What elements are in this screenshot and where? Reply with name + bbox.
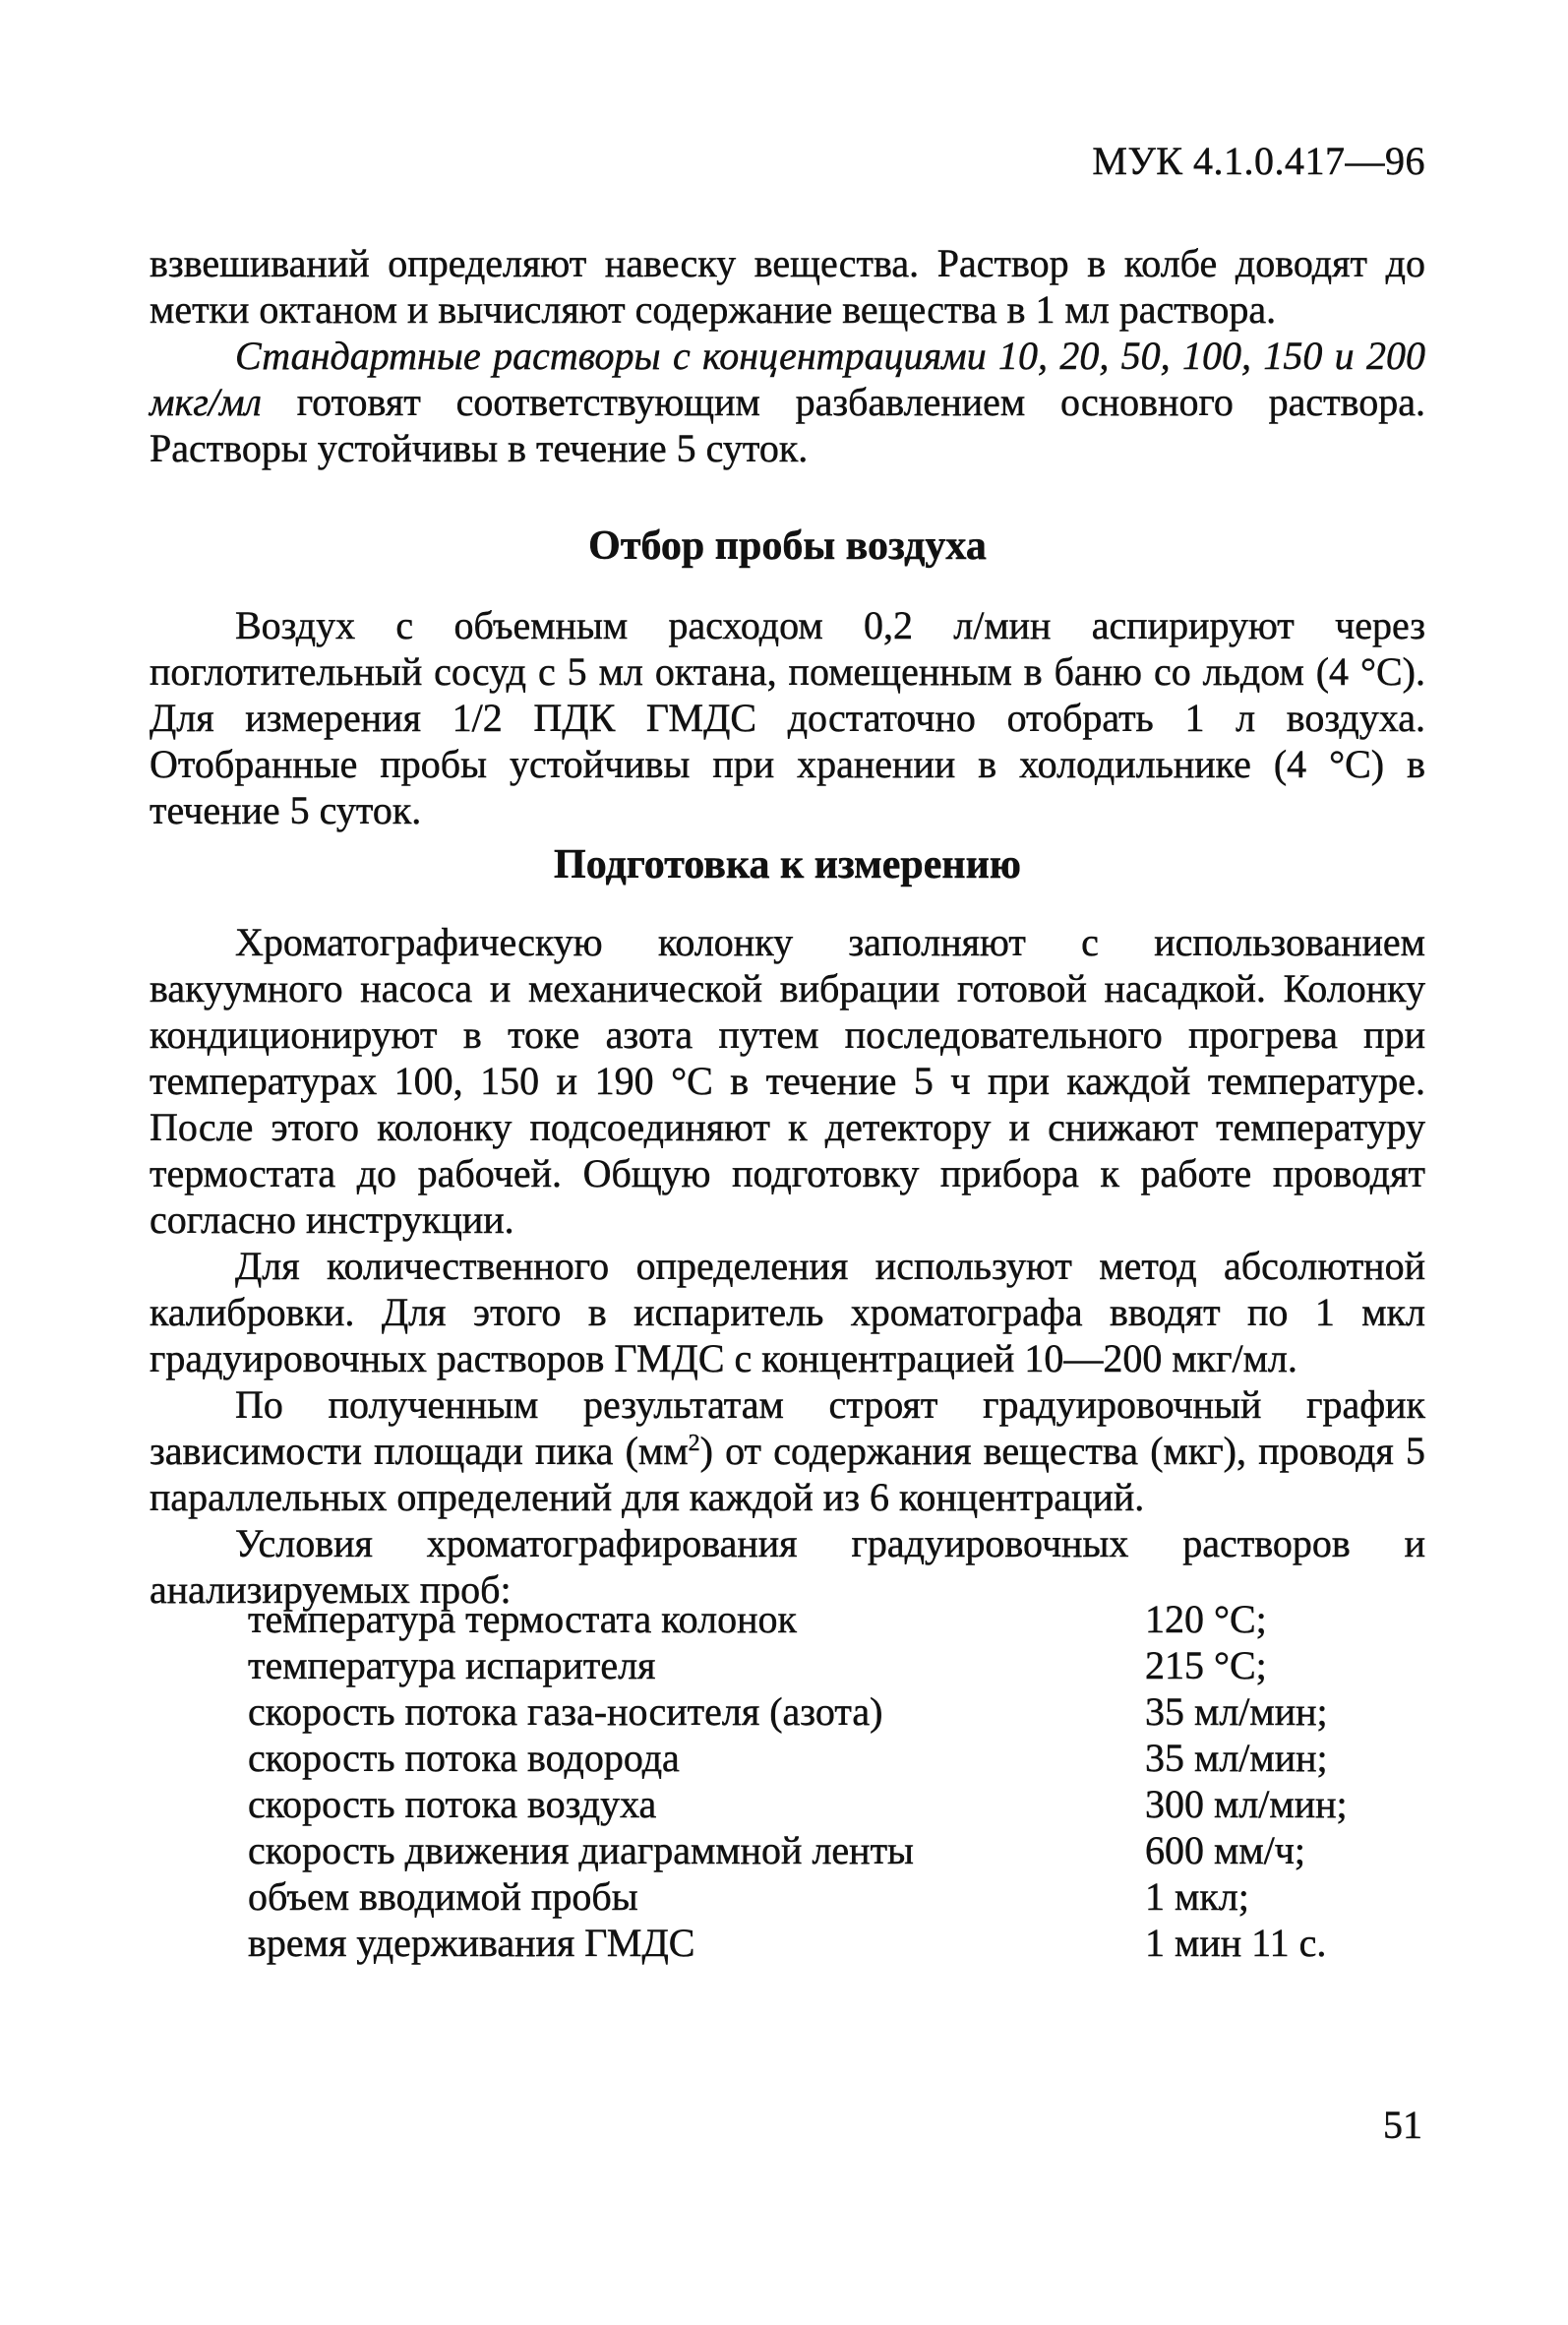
condition-name: температура испарителя <box>248 1643 656 1687</box>
conditions-list <box>248 1596 1379 1966</box>
preparation-paragraph-calibration: Для количественного определения используют метод абсолютной калибровки. Для этого в испаритель хроматографа вводят по 1 мкл градуировочных растворов ГМДС с концентрацией 10—200 мкг/мл. <box>150 1244 1425 1380</box>
condition-row <box>248 1827 1379 1873</box>
page-number: 51 <box>1383 2103 1422 2147</box>
preparation-paragraph-graph <box>150 1381 1425 1520</box>
condition-name: скорость потока воздуха <box>248 1782 657 1826</box>
condition-value: 1 мкл; <box>1145 1874 1249 1919</box>
preparation-paragraph-column: Хроматографическую колонку заполняют с использованием вакуумного насоса и механической вибрации готовой насадкой. Колонку кондиционируют в токе азота путем последовательного прогрева при температурах 100, 150 и 190 °С в течение 5 ч при каждой температуре. После этого колонку подсоединяют к детектору и снижают температуру термостата до рабочей. Общую подготовку прибора к работе проводят согласно инструкции. <box>150 920 1425 1242</box>
preparation-paragraph-conditions-intro: Условия хроматографирования градуировочных растворов и анализируемых проб: <box>150 1521 1425 1612</box>
sampling-paragraph: Воздух с объемным расходом 0,2 л/мин аспирируют через поглотительный сосуд с 5 мл октана, помещенным в баню со льдом (4 °С). Для измерения 1/2 ПДК ГМДС достаточно отобрать 1 л воздуха. Отобранные пробы устойчивы при хранении в холодильнике (4 °С) в течение 5 суток. <box>150 603 1425 832</box>
condition-name: температура термостата колонок <box>248 1597 797 1641</box>
running-head: МУК 4.1.0.417—96 <box>1092 139 1425 183</box>
condition-name: скорость потока водорода <box>248 1736 680 1780</box>
condition-row <box>248 1596 1379 1642</box>
condition-value: 600 мм/ч; <box>1145 1828 1305 1872</box>
condition-value: 35 мл/мин; <box>1145 1736 1328 1780</box>
section-title-preparation: Подготовка к измерению <box>554 842 1021 887</box>
condition-row <box>248 1735 1379 1781</box>
intro-paragraph-standards <box>150 333 1425 471</box>
condition-row <box>248 1688 1379 1735</box>
condition-row <box>248 1873 1379 1920</box>
preparation-block <box>150 919 1425 1613</box>
intro-block <box>150 240 1425 471</box>
condition-value: 1 мин 11 с. <box>1145 1921 1327 1965</box>
condition-name: скорость движения диаграммной ленты <box>248 1828 914 1872</box>
condition-name: скорость потока газа-носителя (азота) <box>248 1689 883 1734</box>
condition-value: 300 мл/мин; <box>1145 1782 1348 1826</box>
condition-name: объем вводимой пробы <box>248 1874 638 1919</box>
condition-row <box>248 1781 1379 1827</box>
condition-value: 215 °С; <box>1145 1643 1267 1687</box>
condition-value: 35 мл/мин; <box>1145 1689 1328 1734</box>
graph-text-part-1: По полученным результатам строят градуировочный график зависимости площади пика (мм <box>150 1382 1425 1473</box>
graph-superscript: 2 <box>688 1431 700 1456</box>
condition-value: 120 °С; <box>1145 1597 1267 1641</box>
standards-italic-text: Стандартные растворы с концентрациями 10, 20, 50, 100, 150 и 200 мкг/мл <box>150 334 1425 424</box>
intro-paragraph-continuation: взвешиваний определяют навеску вещества. Раствор в колбе доводят до метки октаном и вычисляют содержание вещества в 1 мл раствора. <box>150 241 1425 332</box>
condition-name: время удерживания ГМДС <box>248 1921 695 1965</box>
condition-row <box>248 1920 1379 1966</box>
standards-rest-text: готовят соответствующим разбавлением основного раствора. Растворы устойчивы в течение 5 суток. <box>150 380 1425 470</box>
condition-row <box>248 1642 1379 1688</box>
sampling-block <box>150 602 1425 833</box>
graph-text-part-2: ) от содержания вещества (мкг), проводя 5 параллельных определений для каждой из 6 концентраций. <box>150 1429 1426 1519</box>
section-title-sampling: Отбор пробы воздуха <box>588 523 987 569</box>
